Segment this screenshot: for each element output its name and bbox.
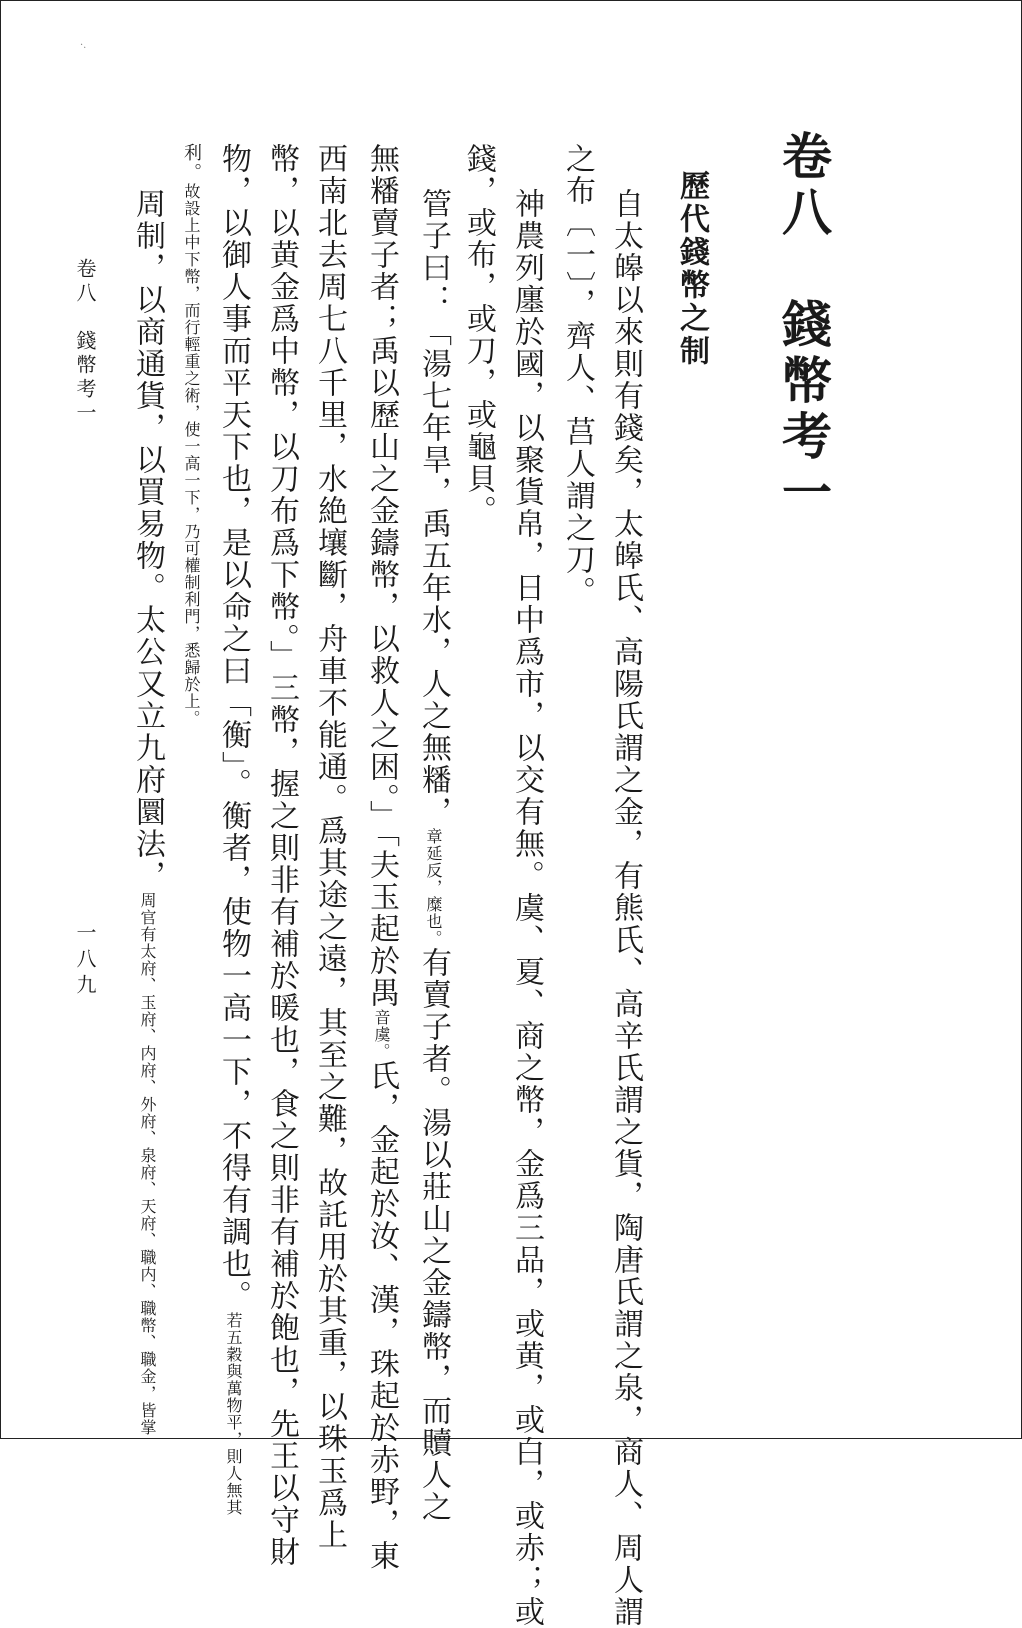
column-10-text: 利。 [181,143,202,183]
column-6-text: 無䊩賣子者；禹以歷山之金鑄幣，以救人之困。」「夫玉起於禺 [364,143,399,1009]
text-column-7: 西南北去周七八千里，水絶壤斷，舟車不能通。爲其途之遠，其至之難，故託用於其重，以珠玉爲上 [312,143,347,1551]
column-9-note: 若五穀與萬物平，則人無其 [224,1312,243,1516]
text-column-4: 錢，或布，或刀，或龜貝。 [461,143,496,527]
column-6-note: 音虞。 [372,1009,391,1060]
column-5-text: 管子曰：「湯七年旱，禹五年水，人之無䊩， [416,188,451,828]
text-column-10 [182,143,200,727]
column-11-text: 周制，以商通貨，以買易物。太公又立九府圜法， [130,188,165,892]
text-column-9 [216,143,251,1516]
text-column-2: 之布〔一〕，齊人、莒人謂之刀。 [560,143,595,608]
column-11-note: 周官有太府、玉府、内府、外府、泉府、天府、職内、職幣、職金，皆掌 [138,892,157,1436]
text-column-1: 自太皞以來則有錢矣，太皞氏、高陽氏謂之金，有熊氏、高辛氏謂之貨，陶唐氏謂之泉，商人、周人謂 [608,188,643,1628]
text-column-6 [364,143,399,1572]
page-number: 一八九 [73,922,97,1000]
running-head: 卷八 錢幣考一 [73,258,97,426]
column-5-continued: 有賣子者。湯以莊山之金鑄幣，而贖人之 [416,947,451,1523]
text-column-8: 幣，以黄金爲中幣，以刀布爲下幣。」三幣，握之則非有補於暖也，食之則非有補於飽也，先王以守財 [264,143,299,1568]
column-6-continued: 氏，金起於汝、漢，珠起於赤野，東 [364,1060,399,1572]
corner-mark: ·. [80,40,87,51]
section-heading: 歷代錢幣之制 [674,170,709,368]
column-9-text: 物，以御人事而平天下也，是以命之曰「衡」。衡者，使物一高一下，不得有調也。 [216,143,251,1312]
text-column-3: 神農列廛於國，以聚貨帛，日中爲市，以交有無。虞、夏、商之幣，金爲三品，或黄，或白，或赤；或 [509,188,544,1628]
text-column-11 [130,188,165,1436]
column-10-note: 故設上中下幣，而行輕重之術，使一高一下，乃可權制利門，悉歸於上。 [182,183,201,727]
text-column-5 [416,188,451,1523]
chapter-title: 卷八 錢幣考一 [774,130,833,522]
column-5-note: 章延反，糜也。 [424,828,443,947]
